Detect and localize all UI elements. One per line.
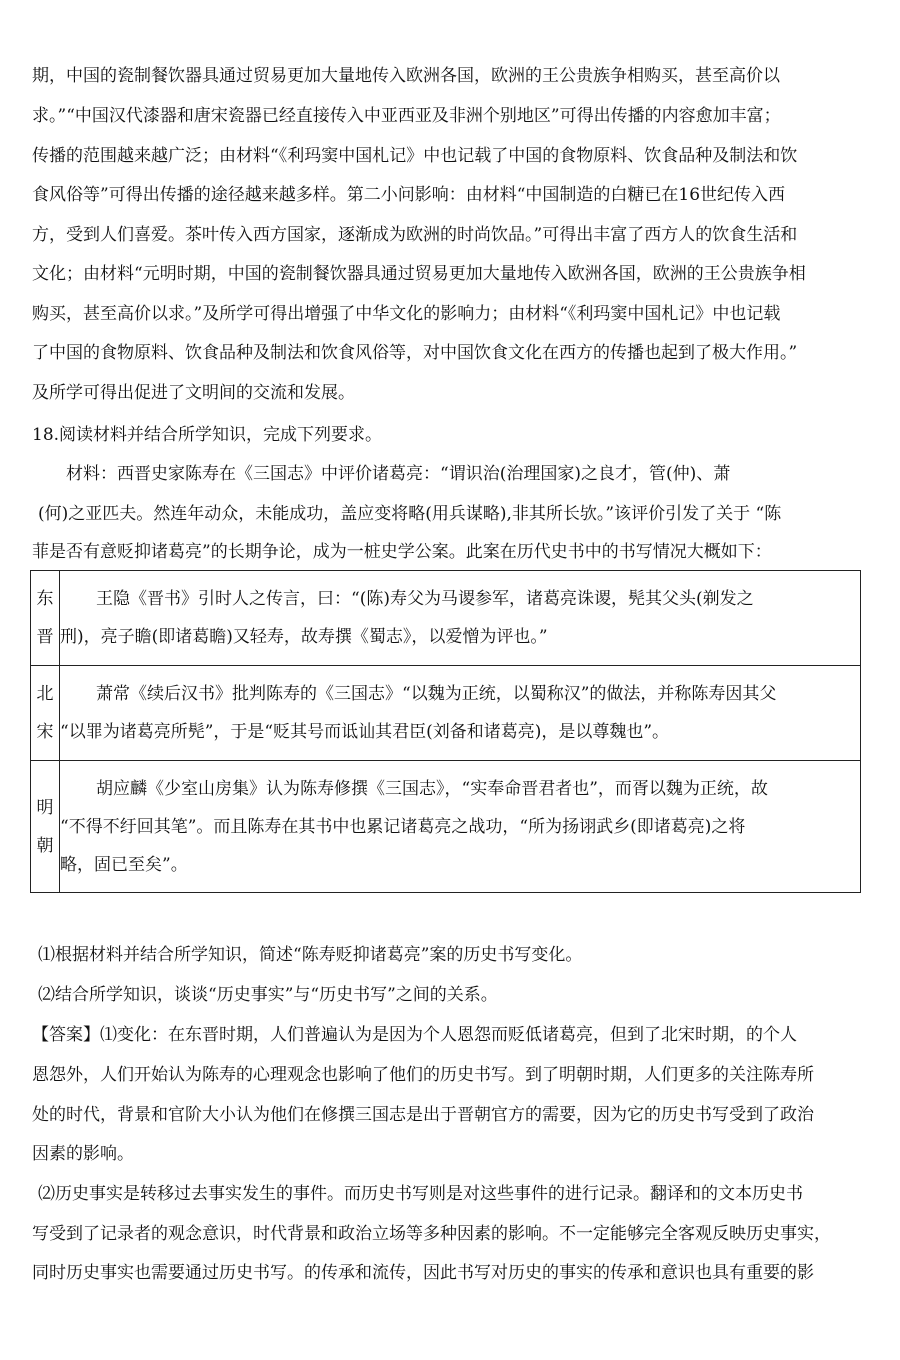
material-line: (何)之亚匹夫。然连年动众，未能成功，盖应变将略(用兵谋略),非其所长欤。”该评价引发了关于 “陈 (38, 504, 782, 524)
era-char: 宋 (36, 722, 54, 742)
answer-line: 恩怨外，人们开始认为陈寿的心理观念也影响了他们的历史书写。到了明朝时期，人们更多的关注陈寿所 (32, 1065, 814, 1085)
sub-question: ⑵结合所学知识，谈谈“历史事实”与“历史书写”之间的关系。 (38, 985, 498, 1005)
era-cell (31, 571, 60, 666)
answer-line: 【答案】⑴变化：在东晋时期，人们普遍认为是因为个人恩怨而贬低诸葛亮，但到了北宋时期，的个人 (32, 1025, 797, 1045)
record-line: 萧常《续后汉书》批判陈寿的《三国志》“以魏为正统，以蜀称汉”的做法，并称陈寿因其父 (96, 684, 777, 704)
record-cell (60, 571, 861, 666)
history-writing-table (30, 570, 861, 893)
text-line: 了中国的食物原料、饮食品种及制法和饮食风俗等，对中国饮食文化在西方的传播也起到了极大作用。” (32, 343, 798, 363)
record-line: 胡应麟《少室山房集》认为陈寿修撰《三国志》，“实奉命晋君者也”，而胥以魏为正统，故 (96, 778, 768, 799)
material-line: 材料：西晋史家陈寿在《三国志》中评价诸葛亮：“谓识治(治理国家)之良才，管(仲)、萧 (66, 464, 731, 484)
answer-line: 因素的影响。 (32, 1144, 134, 1164)
table-row (31, 761, 861, 893)
question-title: 18.阅读材料并结合所学知识，完成下列要求。 (32, 425, 383, 445)
record-line: 略，固已至矣”。 (60, 854, 188, 875)
material-line: 菲是否有意贬抑诸葛亮”的长期争论，成为一桩史学公案。此案在历代史书中的书写情况大概如下： (32, 542, 772, 562)
text-line: 食风俗等”可得出传播的途径越来越多样。第二小问影响：由材料“中国制造的白糖已在16世纪传入西 (32, 185, 786, 205)
answer-line: 同时历史事实也需要通过历史书写。的传承和流传，因此书写对历史的事实的传承和意识也具有重要的影 (32, 1263, 814, 1283)
sub-question: ⑴根据材料并结合所学知识，简述“陈寿贬抑诸葛亮”案的历史书写变化。 (38, 945, 583, 965)
record-line: “不得不纡回其笔”。而且陈寿在其书中也累记诸葛亮之战功，“所为扬诩武乡(即诸葛亮)之将 (60, 816, 746, 837)
text-line: 购买，甚至高价以求。”及所学可得出增强了中华文化的影响力；由材料“《利玛窦中国札记》中也记载 (32, 304, 781, 324)
era-cell (31, 666, 60, 761)
answer-line: ⑵历史事实是转移过去事实发生的事件。而历史书写则是对这些事件的进行记录。翻译和的文本历史书 (38, 1184, 803, 1204)
text-line: 文化；由材料“元明时期，中国的瓷制餐饮器具通过贸易更加大量地传入欧洲各国，欧洲的王公贵族争相 (32, 264, 806, 284)
text-line: 及所学可得出促进了文明间的交流和发展。 (32, 383, 355, 403)
record-cell (60, 666, 861, 761)
era-char: 晋 (36, 627, 54, 647)
text-line: 传播的范围越来越广泛；由材料“《利玛窦中国札记》中也记载了中国的食物原料、饮食品种及制法和饮 (32, 146, 798, 166)
record-cell (60, 761, 861, 893)
text-line: 期，中国的瓷制餐饮器具通过贸易更加大量地传入欧洲各国，欧洲的王公贵族争相购买，甚至高价以 (32, 66, 780, 86)
record-line: 刑)，亮子瞻(即诸葛瞻)又轻寿，故寿撰《蜀志》，以爱憎为评也。” (60, 627, 548, 647)
record-line: 王隐《晋书》引时人之传言，曰：“(陈)寿父为马谡参军，诸葛亮诛谡，髡其父头(剃发之 (96, 589, 754, 609)
table-row (31, 666, 861, 761)
era-char: 东 (36, 589, 54, 609)
era-cell (31, 761, 60, 893)
record-line: “以罪为诸葛亮所髡”，于是“贬其号而诋讪其君臣(刘备和诸葛亮)，是以尊魏也”。 (60, 722, 670, 742)
text-line: 方，受到人们喜爱。茶叶传入西方国家，逐渐成为欧洲的时尚饮品。”可得出丰富了西方人的饮食生活和 (32, 225, 798, 245)
answer-line: 处的时代，背景和官阶大小认为他们在修撰三国志是出于晋朝官方的需要，因为它的历史书写受到了政治 (32, 1105, 814, 1125)
era-char: 朝 (36, 835, 54, 856)
text-line: 求。”“中国汉代漆器和唐宋瓷器已经直接传入中亚西亚及非洲个别地区”可得出传播的内容愈加丰富； (32, 106, 781, 126)
answer-line: 写受到了记录者的观念意识，时代背景和政治立场等多种因素的影响。不一定能够完全客观反映历史事实， (32, 1224, 831, 1244)
era-char: 北 (36, 684, 54, 704)
era-char: 明 (36, 797, 54, 818)
table-row (31, 571, 861, 666)
